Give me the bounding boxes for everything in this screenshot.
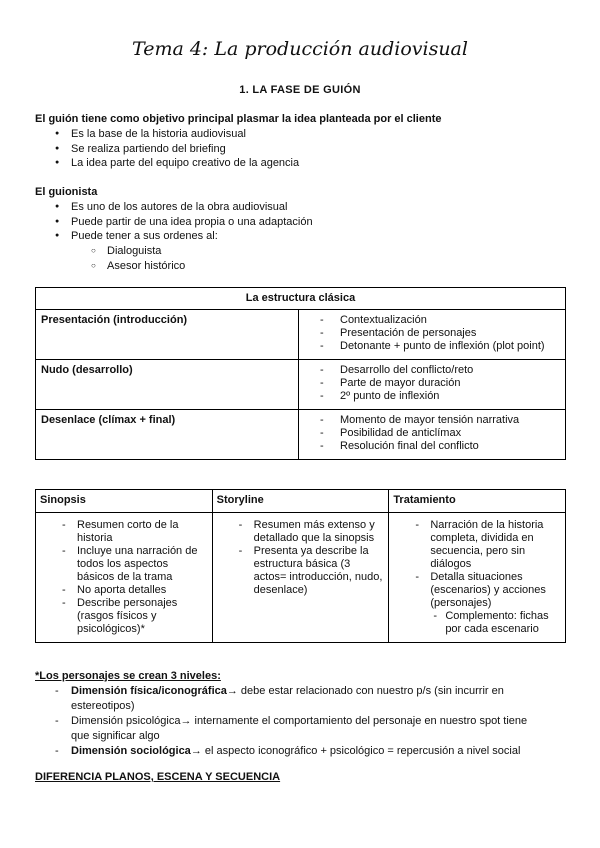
list-item: ● Puede partir de una idea propia o una adaptación: [35, 215, 313, 230]
guionista-heading: El guionista: [35, 186, 98, 198]
note-text: Dimensión psicológica→ internamente el comportamiento del personaje en nuestro spot tiene que significar algo: [71, 715, 528, 742]
list-item: - Incluye una narración de todos los aspectos básicos de la trama: [40, 545, 208, 584]
list-item: - Detonante + punto de inflexión (plot point): [304, 340, 560, 353]
list-item: - Resumen más extenso y detallado que la sinopsis: [217, 519, 385, 545]
guionista-sublist: [35, 244, 185, 273]
note-term: Dimensión física/iconográfica: [71, 685, 227, 697]
list-item: ● Se realiza partiendo del briefing: [35, 142, 299, 157]
row-content: [299, 360, 566, 410]
guion-list: [35, 127, 299, 171]
row-content: [299, 410, 566, 460]
list-item: - Parte de mayor duración: [304, 377, 560, 390]
notes-list: [35, 684, 535, 759]
storyline-cell: [212, 513, 389, 643]
list-item: ● Puede tener a sus ordenes al:: [35, 229, 313, 244]
note-text: → el aspecto iconográfico + psicológico = repercusión a nivel social: [190, 745, 521, 757]
list-item: - Detalla situaciones (escenarios) y acciones (personajes): [393, 571, 561, 610]
table-row: [36, 513, 566, 643]
list-item: - Resumen corto de la historia: [40, 519, 208, 545]
guionista-list: [35, 200, 313, 244]
note-text: → debe estar relacionado con nuestro p/s (sin incurrir en estereotipos): [71, 685, 504, 712]
column-header-sinopsis: Sinopsis: [36, 490, 213, 513]
tratamiento-cell: [389, 513, 566, 643]
list-item: - Narración de la historia completa, dividida en secuencia, pero sin diálogos: [393, 519, 561, 571]
row-label: Nudo (desarrollo): [36, 360, 299, 410]
list-item: - Presenta ya describe la estructura básica (3 actos= introducción, nudo, desenlace): [217, 545, 385, 597]
list-item: ○ Asesor histórico: [35, 259, 185, 274]
list-item: - Complemento: fichas por cada escenario: [393, 610, 561, 636]
list-item: - Presentación de personajes: [304, 327, 560, 340]
list-item: - Describe personajes (rasgos físicos y psicológicos)*: [40, 597, 208, 636]
table-row: [36, 360, 566, 410]
final-heading: DIFERENCIA PLANOS, ESCENA Y SECUENCIA: [35, 771, 281, 783]
list-item: [35, 714, 535, 744]
section-heading: 1. LA FASE DE GUIÓN: [239, 84, 361, 96]
list-item: [35, 744, 535, 759]
list-item: - Desarrollo del conflicto/reto: [304, 364, 560, 377]
table-row: [36, 410, 566, 460]
list-item: ● Es la base de la historia audiovisual: [35, 127, 299, 142]
estructura-clasica-table: [35, 287, 566, 460]
list-item: ○ Dialoguista: [35, 244, 185, 259]
list-item: - Posibilidad de anticlímax: [304, 427, 560, 440]
sinopsis-cell: [36, 513, 213, 643]
row-content: [299, 310, 566, 360]
notes-heading: *Los personajes se crean 3 niveles:: [35, 670, 221, 682]
row-label: Desenlace (clímax + final): [36, 410, 299, 460]
table-header: La estructura clásica: [36, 288, 566, 310]
page-title: Tema 4: La producción audiovisual: [132, 38, 468, 60]
guion-heading: El guión tiene como objetivo principal plasmar la idea planteada por el cliente: [35, 113, 442, 125]
list-item: - Contextualización: [304, 314, 560, 327]
column-header-storyline: Storyline: [212, 490, 389, 513]
list-item: [35, 684, 535, 714]
sinopsis-storyline-tratamiento-table: [35, 489, 566, 643]
list-item: ● Es uno de los autores de la obra audiovisual: [35, 200, 313, 215]
list-item: ● La idea parte del equipo creativo de la agencia: [35, 156, 299, 171]
list-item: - 2º punto de inflexión: [304, 390, 560, 403]
list-item: - Resolución final del conflicto: [304, 440, 560, 453]
note-term: Dimensión sociológica: [71, 745, 191, 757]
row-label: Presentación (introducción): [36, 310, 299, 360]
list-item: - Momento de mayor tensión narrativa: [304, 414, 560, 427]
column-header-tratamiento: Tratamiento: [389, 490, 566, 513]
list-item: - No aporta detalles: [40, 584, 208, 597]
table-row: [36, 310, 566, 360]
